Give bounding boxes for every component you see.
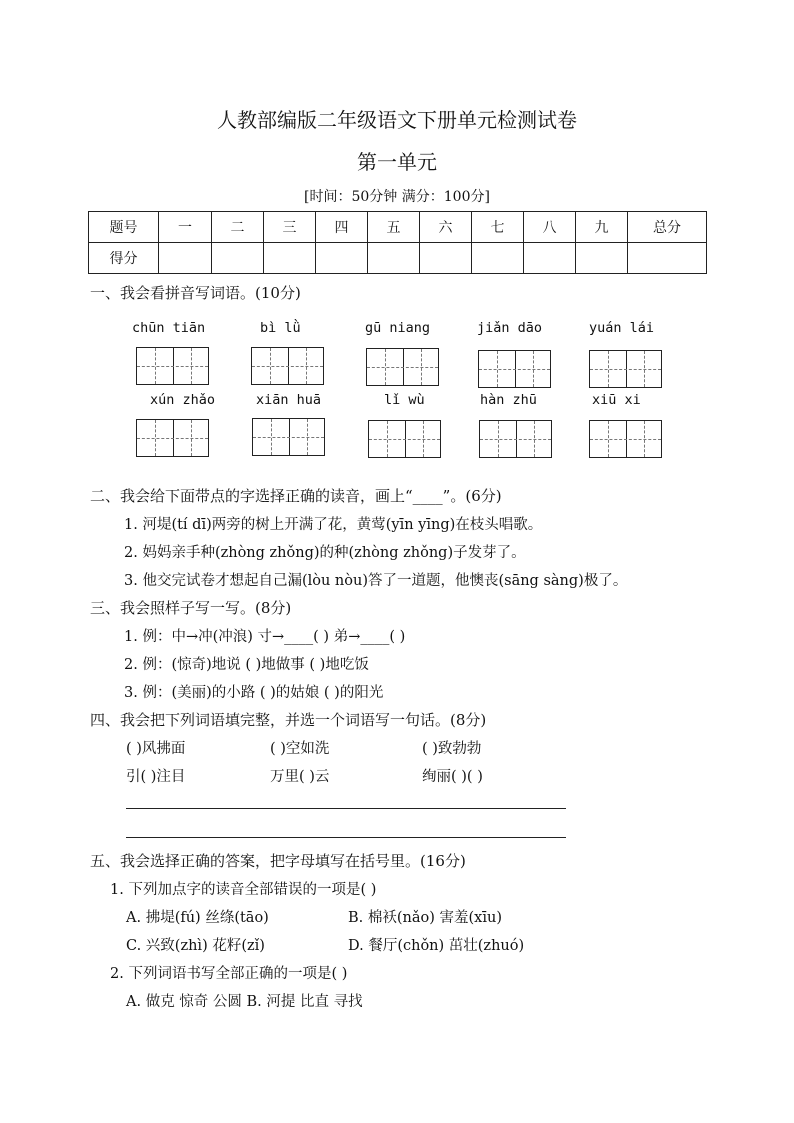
score-blank[interactable]: [316, 243, 368, 274]
writing-grid[interactable]: [366, 348, 439, 386]
q4-title: 四、我会把下列词语填完整，并选一个词语写一句话。(8分): [90, 711, 487, 729]
unit-title: 第一单元: [357, 150, 437, 174]
writing-grid[interactable]: [252, 418, 325, 456]
q2-title: 二、我会给下面带点的字选择正确的读音，画上“____”。(6分): [90, 487, 502, 505]
q3-item-1: 1. 例：中→冲(冲浪) 寸→____( ) 弟→____( ): [124, 629, 406, 645]
answer-line[interactable]: [126, 808, 566, 809]
writing-grid[interactable]: [478, 350, 551, 388]
score-blank[interactable]: [472, 243, 524, 274]
score-cell: 三: [264, 212, 316, 243]
q3-title: 三、我会照样子写一写。(8分): [90, 599, 292, 617]
score-cell: 八: [524, 212, 576, 243]
q5-sub1-option-c: C. 兴致(zhì) 花籽(zǐ): [126, 938, 265, 954]
q5-sub1-option-b: B. 棉袄(nǎo) 害羞(xīu): [348, 910, 502, 926]
idiom-blank: ( )致勃勃: [422, 741, 482, 757]
score-cell: 五: [368, 212, 420, 243]
q5-sub1: 1. 下列加点字的读音全部错误的一项是( ): [110, 882, 377, 898]
score-table-header-row: [89, 212, 707, 243]
pinyin-label: xún zhǎo: [150, 392, 216, 408]
score-table: [88, 211, 707, 274]
q3-item-2: 2. 例：(惊奇)地说 ( )地做事 ( )地吃饭: [124, 657, 369, 673]
score-blank[interactable]: [212, 243, 264, 274]
score-row-label: 得分: [89, 243, 159, 274]
score-blank[interactable]: [524, 243, 576, 274]
pinyin-label: bì lǜ: [260, 320, 301, 336]
score-blank[interactable]: [368, 243, 420, 274]
score-blank[interactable]: [264, 243, 316, 274]
score-blank[interactable]: [576, 243, 628, 274]
writing-grid[interactable]: [136, 419, 209, 457]
score-cell: 二: [212, 212, 264, 243]
idiom-blank: 万里( )云: [270, 769, 330, 785]
pinyin-label: xiū xi: [592, 392, 641, 408]
q3-item-3: 3. 例：(美丽)的小路 ( )的姑娘 ( )的阳光: [124, 685, 384, 701]
idiom-blank: 引( )注目: [126, 769, 186, 785]
score-cell: 总分: [628, 212, 707, 243]
answer-line[interactable]: [126, 837, 566, 838]
score-blank[interactable]: [159, 243, 212, 274]
q5-sub1-option-d: D. 餐厅(chǒn) 茁壮(zhuó): [348, 938, 525, 954]
q2-item-2: 2. 妈妈亲手种(zhòng zhǒng)的种(zhòng zhǒng)子发芽了。: [124, 545, 526, 561]
q1-title: 一、我会看拼音写词语。(10分): [90, 284, 301, 302]
idiom-blank: ( )空如洗: [270, 741, 330, 757]
score-cell: 六: [420, 212, 472, 243]
idiom-blank: ( )风拂面: [126, 741, 186, 757]
q5-sub1-option-a: A. 拂堤(fú) 丝绦(tāo): [126, 910, 269, 926]
writing-grid[interactable]: [589, 420, 662, 458]
exam-title: 人教部编版二年级语文下册单元检测试卷: [217, 108, 577, 132]
q5-sub2-options: A. 做克 惊奇 公圆 B. 河提 比直 寻找: [126, 994, 363, 1010]
score-table-score-row: [89, 243, 707, 274]
writing-grid[interactable]: [479, 420, 552, 458]
pinyin-label: chūn tiān: [132, 320, 206, 336]
writing-grid[interactable]: [251, 347, 324, 385]
idiom-blank: 绚丽( )( ): [422, 769, 483, 785]
pinyin-label: jiǎn dāo: [477, 320, 543, 336]
score-cell: 七: [472, 212, 524, 243]
q5-title: 五、我会选择正确的答案，把字母填写在括号里。(16分): [90, 852, 466, 870]
writing-grid[interactable]: [589, 350, 662, 388]
score-cell: 一: [159, 212, 212, 243]
pinyin-label: lǐ wù: [384, 392, 425, 408]
score-blank[interactable]: [628, 243, 707, 274]
score-cell: 题号: [89, 212, 159, 243]
time-score-info: [时间：50分钟 满分：100分]: [304, 189, 490, 205]
score-cell: 九: [576, 212, 628, 243]
pinyin-label: gū niang: [365, 320, 431, 336]
score-cell: 四: [316, 212, 368, 243]
writing-grid[interactable]: [136, 347, 209, 385]
writing-grid[interactable]: [368, 420, 441, 458]
pinyin-label: xiān huā: [256, 392, 322, 408]
pinyin-label: hàn zhū: [480, 392, 537, 408]
q2-item-1: 1. 河堤(tí dī)两旁的树上开满了花，黄莺(yīn yīng)在枝头唱歌。: [124, 517, 543, 533]
score-blank[interactable]: [420, 243, 472, 274]
q5-sub2: 2. 下列词语书写全部正确的一项是( ): [110, 966, 348, 982]
q2-item-3: 3. 他交完试卷才想起自己漏(lòu nòu)答了一道题，他懊丧(sāng sàng)极了。: [124, 573, 628, 589]
pinyin-label: yuán lái: [589, 320, 655, 336]
